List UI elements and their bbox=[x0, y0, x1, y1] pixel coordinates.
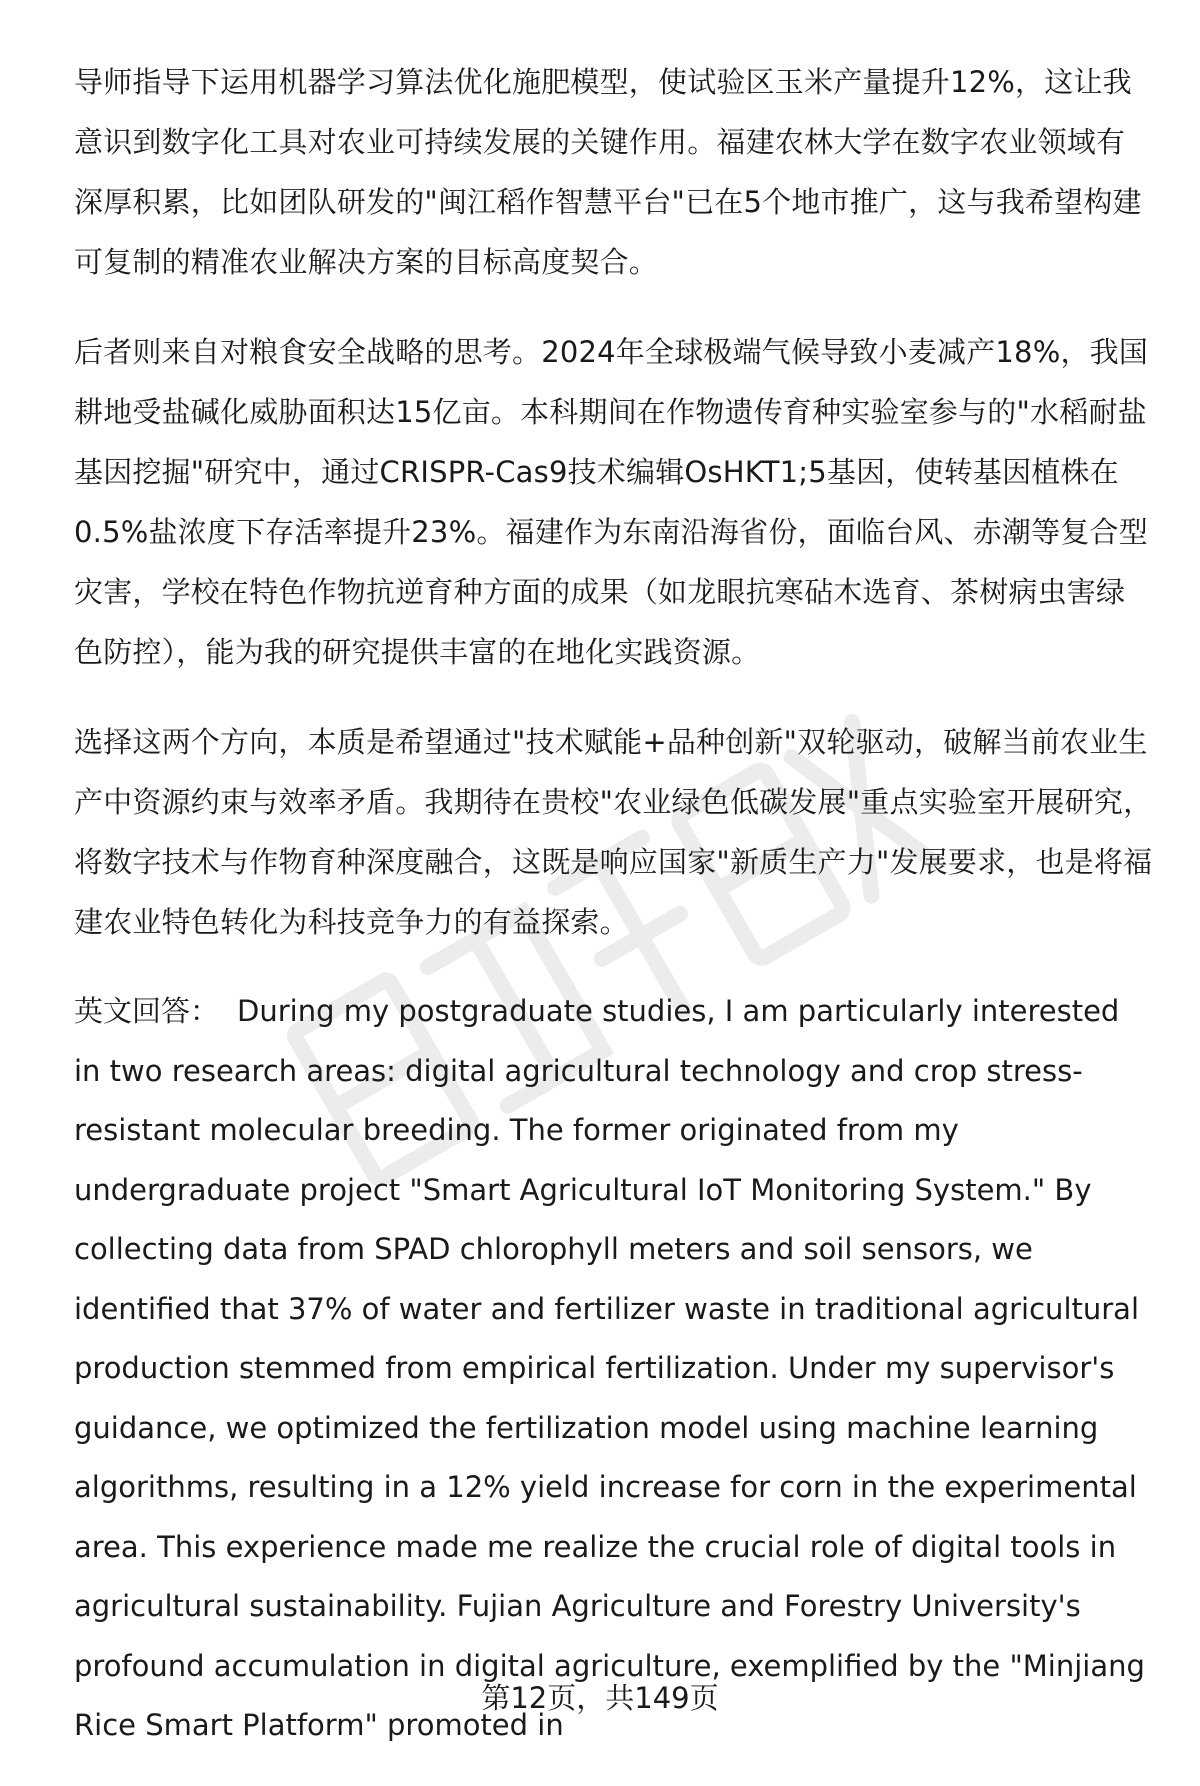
paragraph-english-answer bbox=[74, 982, 1154, 1756]
page-footer: 第12页，共149页 bbox=[481, 1681, 719, 1715]
english-answer-text: During my postgraduate studies, I am particularly interested in two research areas: digital agricultural technology and crop stress-resistant molecular breeding. The former originated from my undergraduate project "Smart Agricultural IoT Monitoring System." By collecting data from SPAD chlorophyll meters and soil sensors, we identified that 37% of water and fertilizer waste in traditional agricultural production stemmed from empirical fertilization. Under my supervisor's guidance, we optimized the fertilization model using machine learning algorithms, resulting in a 12% yield increase for corn in the experimental area. This experience made me realize the crucial role of digital tools in agricultural sustainability. Fujian Agriculture and Forestry University's profound accumulation in digital agriculture, exemplified by the "Minjiang Rice Smart Platform" promoted in bbox=[74, 994, 1145, 1742]
english-answer-label: 英文回答： bbox=[74, 994, 220, 1028]
document-body bbox=[74, 52, 1154, 1786]
paragraph-cn-3: 选择这两个方向，本质是希望通过"技术赋能+品种创新"双轮驱动，破解当前农业生产中资源约束与效率矛盾。我期待在贵校"农业绿色低碳发展"重点实验室开展研究，将数字技术与作物育种深度融合，这既是响应国家"新质生产力"发展要求，也是将福建农业特色转化为科技竞争力的有益探索。 bbox=[74, 725, 1153, 939]
paragraph-cn-2: 后者则来自对粮食安全战略的思考。2024年全球极端气候导致小麦减产18%，我国耕地受盐碱化威胁面积达15亿亩。本科期间在作物遗传育种实验室参与的"水稻耐盐基因挖掘"研究中，通过CRISPR-Cas9技术编辑OsHKT1;5基因，使转基因植株在0.5%盐浓度下存活率提升23%。福建作为东南沿海省份，面临台风、赤潮等复合型灾害，学校在特色作物抗逆育种方面的成果（如龙眼抗寒砧木选育、茶树病虫害绿色防控），能为我的研究提供丰富的在地化实践资源。 bbox=[74, 335, 1149, 669]
paragraph-cn-1: 导师指导下运用机器学习算法优化施肥模型，使试验区玉米产量提升12%，这让我意识到数字化工具对农业可持续发展的关键作用。福建农林大学在数字农业领域有深厚积累，比如团队研发的"闽江稻作智慧平台"已在5个地市推广，这与我希望构建可复制的精准农业解决方案的目标高度契合。 bbox=[74, 65, 1142, 279]
